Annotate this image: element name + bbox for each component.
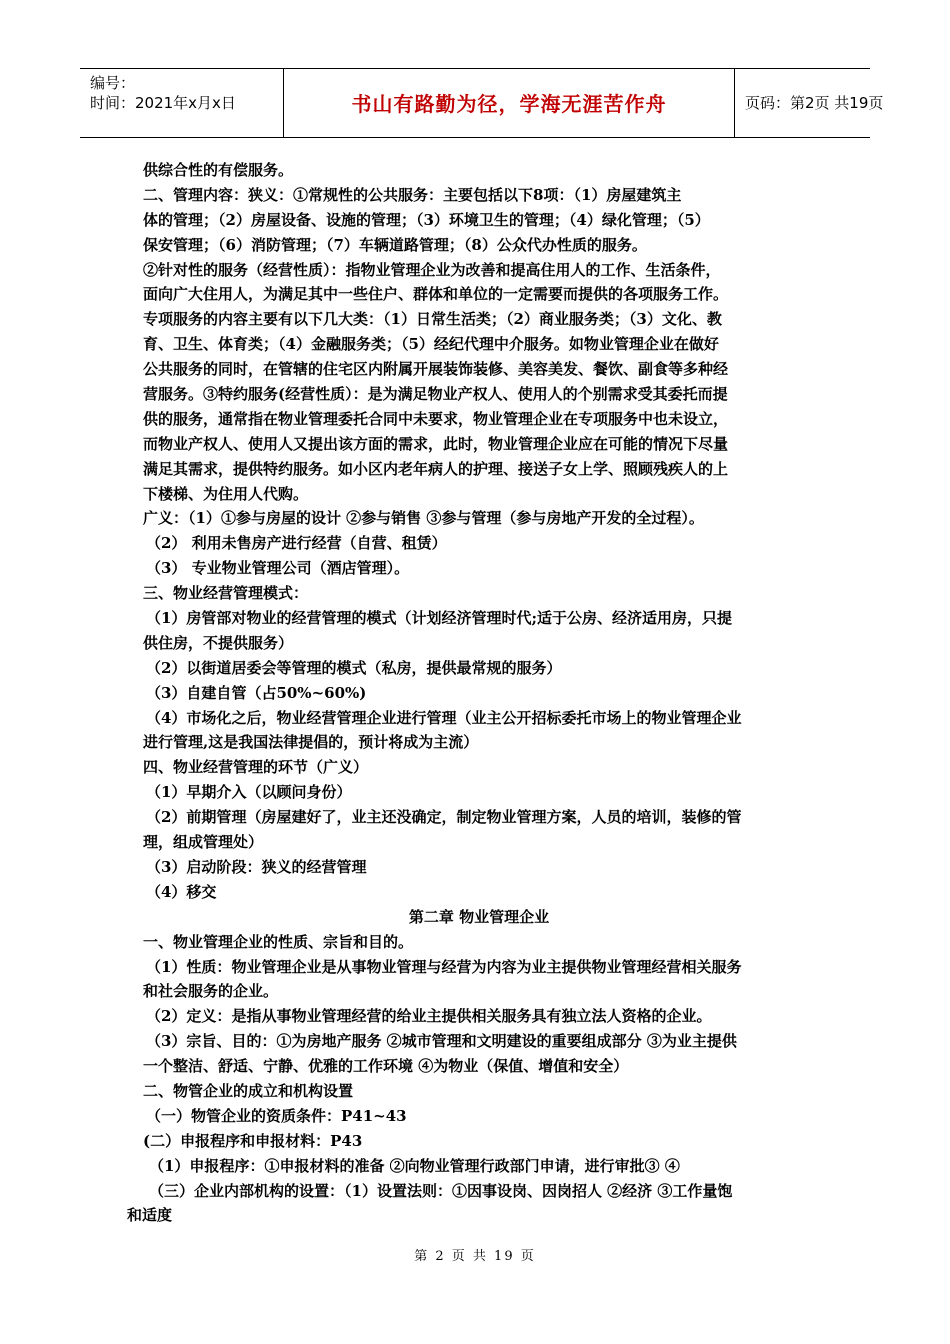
text-line: 面向广大住用人，为满足其中一些住户、群体和单位的一定需要而提供的各项服务工作。 (143, 285, 729, 304)
page-footer: 第 2 页 共 19 页 (414, 1249, 536, 1264)
text-line: 下楼梯、为住用人代购。 (143, 484, 309, 503)
text-line: 而物业产权人、使用人又提出该方面的需求，此时，物业管理企业应在可能的情况下尽量 (143, 434, 729, 453)
text-line: 和社会服务的企业。 (143, 982, 279, 1001)
text-line: ②针对性的服务（经营性质）：指物业管理企业为改善和提高住用人的工作、生活条件， (143, 260, 721, 279)
header-motto: 书山有路勤为径，学海无涯苦作舟 (351, 92, 667, 116)
list-item: （2）前期管理（房屋建好了，业主还没确定，制定物业管理方案，人员的培训，装修的管 (146, 808, 742, 827)
list-item: （1）早期介入（以顾问身份） (146, 783, 352, 802)
text-line: 供住房，不提供服务） (143, 633, 294, 652)
section-heading: 二、物管企业的成立和机构设置 (143, 1081, 354, 1100)
header-page-info: 页码：第2页 共19页 (745, 94, 884, 112)
text-line: 育、卫生、体育类；（4）金融服务类；（5）经纪代理中介服务。如物业管理企业在做好 (143, 335, 719, 354)
text-line: 和适度 (127, 1206, 173, 1225)
text-line: 体的管理；（2）房屋设备、设施的管理；（3）环境卫生的管理；（4）绿化管理；（5） (143, 210, 710, 229)
header-page-cell (735, 69, 884, 137)
text-line: 一个整洁、舒适、宁静、优雅的工作环境 ④为物业（保值、增值和安全） (143, 1057, 629, 1076)
section-heading: 三、物业经营管理模式： (143, 584, 309, 603)
text-line: 保安管理；（6）消防管理；（7）车辆道路管理；（8）公众代办性质的服务。 (143, 235, 647, 254)
text-line: 理，组成管理处） (143, 833, 264, 852)
page-header (80, 68, 884, 138)
list-item: （3）宗旨、目的：①为房地产服务 ②城市管理和文明建设的重要组成部分 ③为业主提供 (146, 1032, 737, 1051)
list-item: （4）移交 (146, 882, 217, 901)
text-line: 供的服务，通常指在物业管理委托合同中未要求，物业管理企业在专项服务中也未设立， (143, 409, 729, 428)
text-line: 公共服务的同时，在管辖的住宅区内附属开展装饰装修、美容美发、餐饮、副食等多种经 (143, 360, 729, 379)
list-item: (二）申报程序和申报材料：P43 (143, 1131, 363, 1150)
list-item: （4）市场化之后，物业经营管理企业进行管理（业主公开招标委托市场上的物业管理企业 (146, 708, 742, 727)
list-item: （2） 利用未售房产进行经营（自营、租赁） (146, 534, 447, 553)
list-item: （1）性质：物业管理企业是从事物业管理与经营为内容为业主提供物业管理经营相关服务 (146, 957, 742, 976)
list-item: （1）申报程序：①申报材料的准备 ②向物业管理行政部门申请，进行审批③ ④ (149, 1156, 680, 1175)
list-item: （一）物管企业的资质条件：P41~43 (146, 1106, 407, 1125)
document-body (127, 158, 815, 1228)
list-item: （3）启动阶段：狭义的经营管理 (146, 857, 367, 876)
section-heading: 四、物业经营管理的环节（广义） (143, 758, 369, 777)
list-item: （三）企业内部机构的设置：（1）设置法则：①因事设岗、因岗招人 ②经济 ③工作量饱 (149, 1181, 733, 1200)
text-line: 供综合性的有偿服务。 (143, 161, 294, 179)
text-line: 广义：（1）①参与房屋的设计 ②参与销售 ③参与管理（参与房地产开发的全过程）。 (143, 509, 704, 528)
list-item: （3） 专业物业管理公司（酒店管理）。 (146, 559, 410, 578)
header-motto-cell (283, 69, 735, 137)
list-item: （1）房管部对物业的经营管理的模式（计划经济管理时代;适于公房、经济适用房，只提 (146, 609, 732, 628)
section-heading: 二、管理内容：狭义：①常规性的公共服务：主要包括以下8项：（1）房屋建筑主 (143, 185, 682, 204)
list-item: （3）自建自管（占50%~60%) (146, 683, 367, 702)
doc-date-label: 时间：2021年x月x日 (90, 94, 236, 112)
doc-code-label: 编号： (90, 74, 136, 92)
section-heading: 一、物业管理企业的性质、宗旨和目的。 (143, 932, 414, 951)
text-line: 满足其需求，提供特约服务。如小区内老年病人的护理、接送子女上学、照顾残疾人的上 (143, 459, 729, 478)
header-info-cell (80, 69, 283, 137)
chapter-title: 第二章 物业管理企业 (408, 907, 550, 926)
list-item: （2）定义：是指从事物业管理经营的给业主提供相关服务具有独立法人资格的企业。 (146, 1007, 712, 1026)
list-item: （2）以街道居委会等管理的模式（私房，提供最常规的服务） (146, 658, 562, 677)
text-line: 进行管理,这是我国法律提倡的，预计将成为主流） (143, 733, 479, 752)
text-line: 专项服务的内容主要有以下几大类：（1）日常生活类；（2）商业服务类；（3）文化、教 (143, 310, 722, 329)
text-line: 营服务。③特约服务(经营性质）：是为满足物业产权人、使用人的个别需求受其委托而提 (143, 385, 728, 404)
